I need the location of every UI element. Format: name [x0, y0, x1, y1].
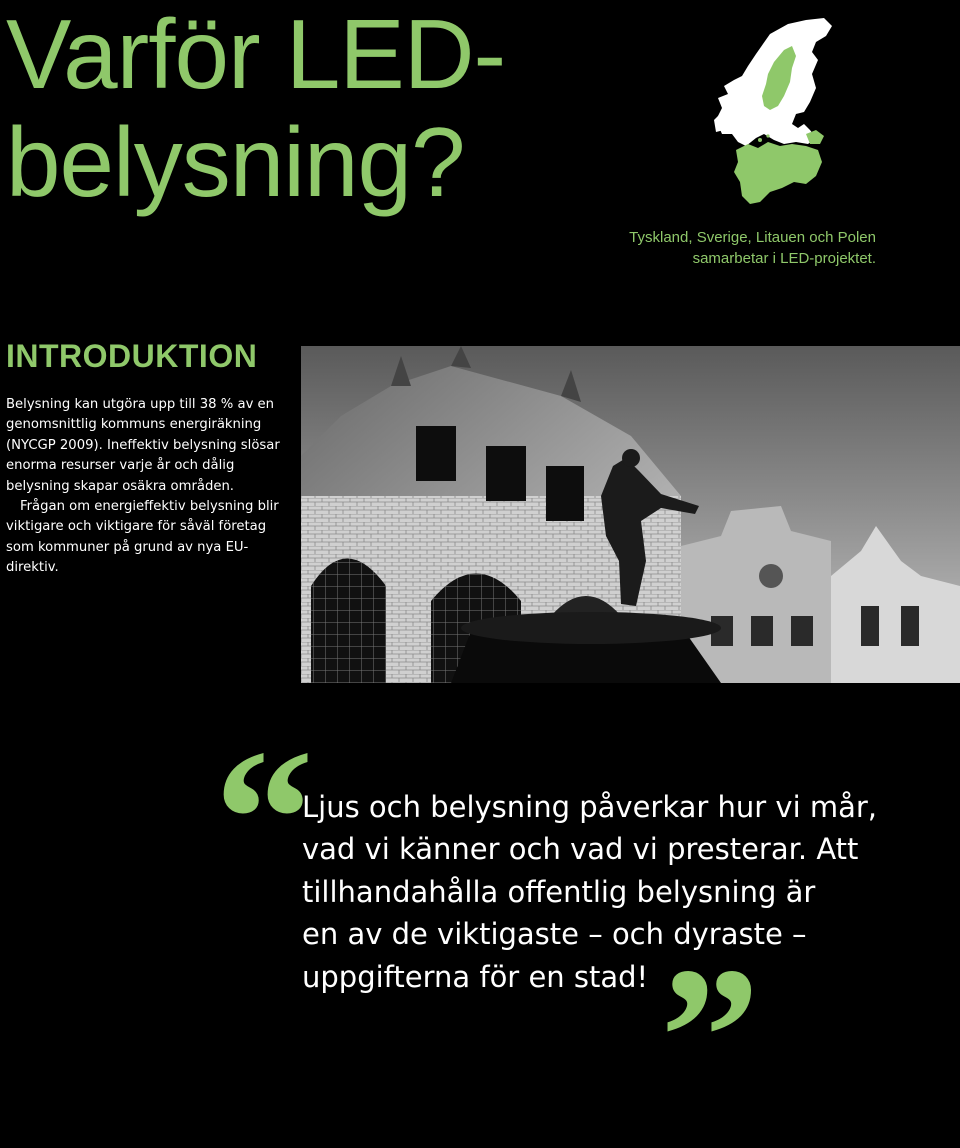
map-caption	[576, 227, 876, 269]
page-title	[6, 0, 505, 216]
title-line-2: belysning?	[6, 107, 465, 217]
photo-gdansk-neptune-fountain	[301, 346, 960, 683]
quote-line-4: en av de viktigaste – och dyraste –	[302, 917, 807, 952]
map-caption-line-2: samarbetar i LED-projektet.	[692, 250, 876, 267]
quote-close-mark: ”	[660, 927, 760, 1148]
quote-line-2: vad vi känner och vad vi presterar. Att	[302, 832, 859, 867]
quote-line-1: Ljus och belysning påverkar hur vi mår,	[302, 790, 878, 824]
pull-quote	[302, 786, 922, 998]
quote-open-mark: “	[214, 709, 314, 930]
title-line-1: Varför LED-	[6, 0, 506, 109]
map-caption-line-1: Tyskland, Sverige, Litauen och Polen	[629, 229, 876, 246]
quote-line-5: uppgifterna för en stad!	[302, 959, 649, 994]
photo-illustration	[301, 346, 960, 683]
intro-body	[6, 395, 286, 579]
europe-map-icon	[712, 16, 836, 206]
intro-paragraph-1: Belysning kan utgöra upp till 38 % av en genomsnittlig kommuns energiräkning (NYCGP 2009). Ineffektiv belysning slösar enorma resurser varje år och dålig belysning skapar osäkra områden.	[6, 397, 280, 494]
section-heading-introduction: INTRODUKTION	[6, 338, 258, 374]
intro-paragraph-2: Frågan om energieffektiv belysning blir viktigare och viktigare för såväl företag som kommuner på grund av nya EU-direktiv.	[6, 499, 279, 576]
quote-line-3: tillhandahålla offentlig belysning är	[302, 874, 816, 909]
map-region-germany-poland	[734, 142, 822, 204]
